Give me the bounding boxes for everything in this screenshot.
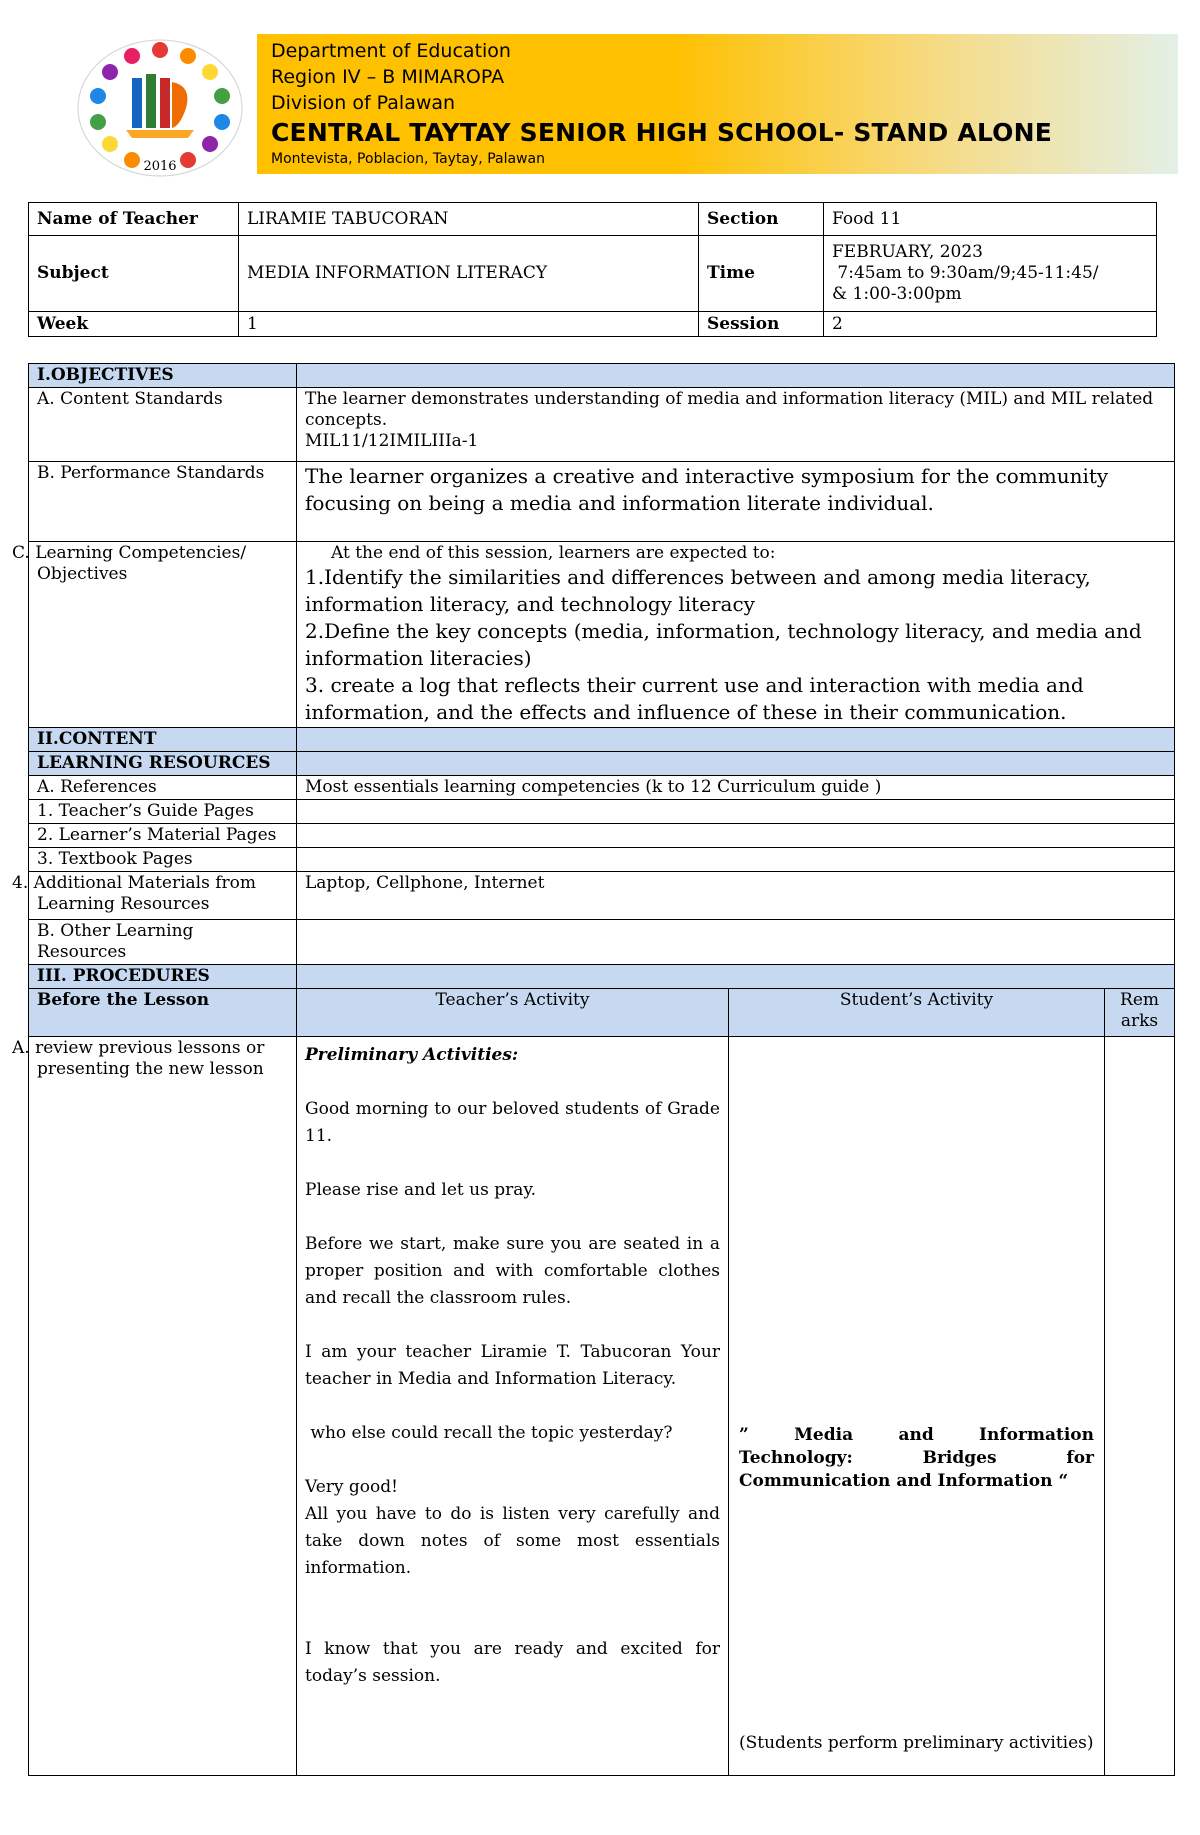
time-label: Time (699, 236, 824, 312)
content-standards-text: The learner demonstrates understanding of media and information literacy (MIL) and MIL related concepts. (305, 389, 1154, 430)
student-preliminary-note: (Students perform preliminary activities) (739, 1733, 1094, 1753)
objectives-heading-blank (297, 364, 1175, 388)
content-standards-code: MIL11/12IMILIIIa-1 (305, 431, 479, 451)
teacher-praise: Very good! (305, 1477, 398, 1497)
learning-competencies-label: C. Learning Competencies/ Objectives (29, 542, 297, 728)
school-logo (60, 30, 260, 178)
content-standards-label: A. Content Standards (29, 388, 297, 462)
student-activity-heading: Student’s Activity (729, 989, 1105, 1037)
school-banner (257, 34, 1178, 174)
subject-label: Subject (29, 236, 239, 312)
objectives-heading: I.OBJECTIVES (29, 364, 297, 388)
learning-resources-heading: LEARNING RESOURCES (29, 752, 297, 776)
teachers-guide-value (297, 800, 1175, 824)
time-date: FEBRUARY, 2023 (832, 242, 983, 262)
additional-materials-value: Laptop, Cellphone, Internet (297, 872, 1175, 920)
procedures-heading: III. PROCEDURES (29, 965, 297, 989)
learners-material-label: 2. Learner’s Material Pages (29, 824, 297, 848)
before-lesson-heading: Before the Lesson (29, 989, 297, 1037)
lesson-plan-table (12, 363, 1175, 1776)
week-value: 1 (239, 312, 699, 337)
session-label: Session (699, 312, 824, 337)
teacher-activity-cell (297, 1037, 729, 1776)
other-resources-value (297, 920, 1175, 965)
student-activity-cell (729, 1037, 1105, 1776)
procedures-heading-blank (297, 965, 1175, 989)
section-value: Food 11 (824, 203, 1157, 236)
review-lesson-label: A. review previous lessons or presenting the new lesson (29, 1037, 297, 1776)
competency-2: 2.Define the key concepts (media, information, technology literacy, and media and information literacies) (305, 619, 1142, 670)
school-name: CENTRAL TAYTAY SENIOR HIGH SCHOOL- STAND ALONE (271, 118, 1053, 147)
teacher-closing: I know that you are ready and excited for today’s session. (305, 1639, 720, 1686)
school-address: Montevista, Poblacion, Taytay, Palawan (271, 151, 545, 167)
teacher-value: LIRAMIE TABUCORAN (239, 203, 699, 236)
learners-material-value (297, 824, 1175, 848)
document-header (60, 30, 1178, 178)
time-afternoon: & 1:00-3:00pm (832, 284, 962, 304)
teacher-greeting: Good morning to our beloved students of Grade 11. (305, 1099, 720, 1146)
remarks-heading: Remarks (1105, 989, 1175, 1037)
time-morning: 7:45am to 9:30am/9;45-11:45/ (832, 263, 1099, 283)
competency-3: 3. create a log that reflects their current use and interaction with media and information, and the effects and influence of these in their communication. (305, 673, 1084, 724)
region-name: Region IV – B MIMAROPA (271, 66, 505, 88)
week-label: Week (29, 312, 239, 337)
time-value (824, 236, 1157, 312)
competencies-intro: At the end of this session, learners are expected to: (331, 543, 776, 563)
teacher-prayer: Please rise and let us pray. (305, 1180, 537, 1200)
additional-materials-label: 4. Additional Materials from Learning Resources (29, 872, 297, 920)
student-topic-answer: ” Media and Information Technology: Bridges for Communication and Information “ (739, 1425, 1094, 1491)
references-label: A. References (29, 776, 297, 800)
textbook-pages-label: 3. Textbook Pages (29, 848, 297, 872)
logo-year: 2016 (143, 159, 177, 174)
learning-resources-heading-blank (297, 752, 1175, 776)
competency-1: 1.Identify the similarities and differences between and among media literacy, information literacy, and technology literacy (305, 565, 1091, 616)
textbook-pages-value (297, 848, 1175, 872)
content-heading: II.CONTENT (29, 728, 297, 752)
other-resources-label: B. Other Learning Resources (29, 920, 297, 965)
teacher-activity-heading: Teacher’s Activity (297, 989, 729, 1037)
content-heading-blank (297, 728, 1175, 752)
teacher-recall-question: who else could recall the topic yesterday? (305, 1423, 673, 1443)
performance-standards-value: The learner organizes a creative and interactive symposium for the community focusing on being a media and information literate individual. (297, 462, 1175, 542)
subject-value: MEDIA INFORMATION LITERACY (239, 236, 699, 312)
remarks-cell (1105, 1037, 1175, 1776)
teacher-label: Name of Teacher (29, 203, 239, 236)
preliminary-title: Preliminary Activities: (305, 1045, 519, 1065)
content-standards-value (297, 388, 1175, 462)
teacher-seating: Before we start, make sure you are seated in a proper position and with comfortable clothes and recall the classroom rules. (305, 1234, 720, 1308)
teacher-info-table (28, 202, 1157, 337)
learning-competencies-value (297, 542, 1175, 728)
session-value: 2 (824, 312, 1157, 337)
teachers-guide-label: 1. Teacher’s Guide Pages (29, 800, 297, 824)
department-name: Department of Education (271, 40, 511, 62)
references-value: Most essentials learning competencies (k to 12 Curriculum guide ) (297, 776, 1175, 800)
performance-standards-label: B. Performance Standards (29, 462, 297, 542)
teacher-introduction: I am your teacher Liramie T. Tabucoran Your teacher in Media and Information Literacy. (305, 1342, 720, 1389)
section-label: Section (699, 203, 824, 236)
division-name: Division of Palawan (271, 92, 456, 114)
teacher-instructions: All you have to do is listen very carefully and take down notes of some most essentials information. (305, 1504, 720, 1578)
